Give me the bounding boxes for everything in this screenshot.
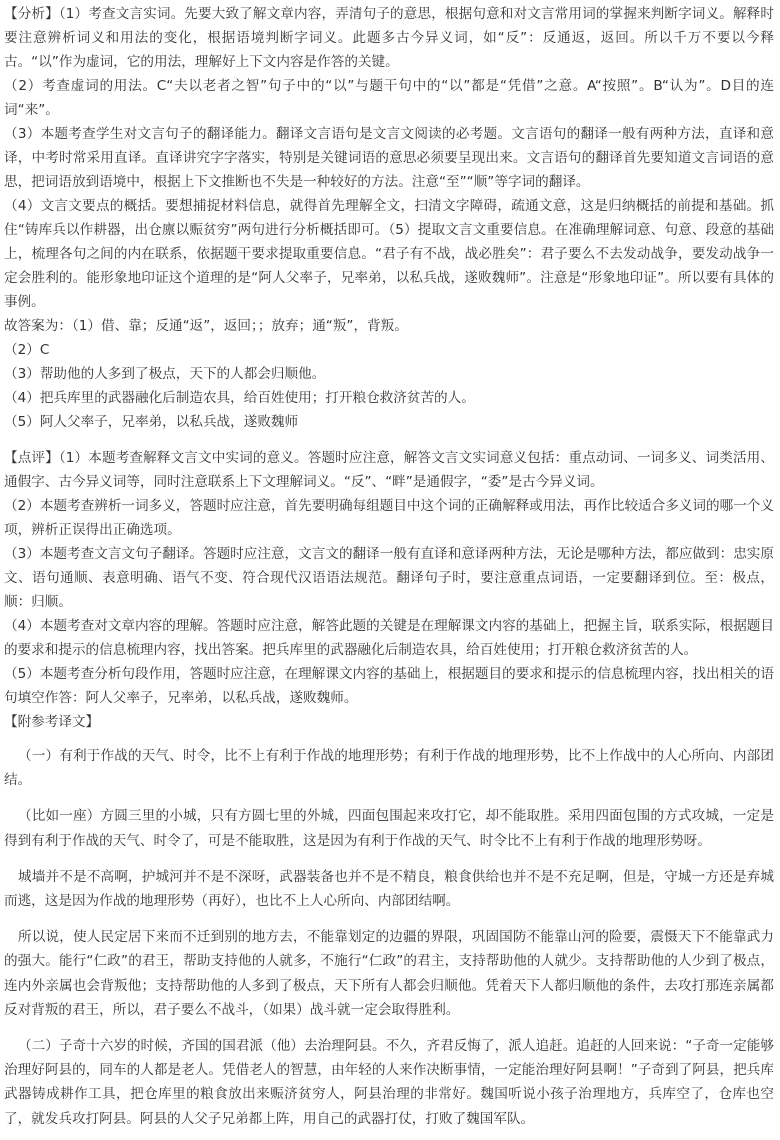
spacer [4, 734, 774, 744]
comment-paragraph: （3）本题考查文言文句子翻译。答题时应注意，文言文的翻译一般有直译和意译两种方法，无论是哪种方法，都应做到：忠实原文、语句通顺、表意明确、语气不变、符合现代汉语语法规范。翻译句子时，要注意重点词语，一定要翻译到位。至：极点，顺：归顺。 [4, 546, 774, 610]
translation-paragraph: （一）有利于作战的天气、时令，比不上有利于作战的地理形势；有利于作战的地理形势，比不上作战中的人心所向、内部团结。 [4, 748, 774, 789]
comment-paragraph: （2）本题考查辨析一词多义，答题时应注意，首先要明确每组题目中这个词的正确解释或用法，再作比较适合多义词的哪一个义项，辨析正误得出正确选项。 [4, 498, 774, 538]
comment-paragraph: （4）本题考查对文章内容的理解。答题时应注意，解答此题的关键是在理解课文内容的基础上，把握主旨，联系实际，根据题目的要求和提示的信息梳理内容，找出答案。把兵库里的武器融化后制造农具，给百姓使用；打开粮仓救济贫苦的人。 [4, 618, 774, 658]
answer-line: （2）C [4, 342, 50, 358]
translation-paragraph: （比如一座）方圆三里的小城，只有方圆七里的外城，四面包围起来攻打它，却不能取胜。采用四面包围的方式攻城，一定是得到有利于作战的天气、时令了，可是不能取胜，这是因为有利于作战的天气、时令比不上有利于作战的地理形势呀。 [4, 808, 774, 849]
translation-paragraph: （二）子奇十六岁的时候，齐国的国君派（他）去治理阿县。不久，齐君反悔了，派人追赶。追赶的人回来说：“子奇一定能够治理好阿县的，同车的人都是老人。凭借老人的智慧，由年轻的人来作决断事情，一定能治理好阿县啊！”子奇到了阿县，把兵库武器铸成耕作工具，把仓库里的粮食放出来赈济贫穷人，阿县治理的非常好。魏国听说小孩子治理地方，兵库空了，仓库也空了，就发兵攻打阿县。阿县的人父子兄弟都上阵，用自己的武器打仗，打败了魏国军队。 [4, 1038, 774, 1127]
answer-line: 故答案为：（1）借、靠；反通“返”，返回；；放弃；通“叛”，背叛。 [4, 318, 408, 334]
answer-line: （4）把兵库里的武器融化后制造农具，给百姓使用；打开粮仓救济贫苦的人。 [4, 390, 475, 406]
answers-section [4, 314, 774, 434]
translation-heading: 【附参考译文】 [4, 714, 100, 730]
translation-paragraph: 所以说，使人民定居下来而不迁到别的地方去，不能靠划定的边疆的界限，巩固国防不能靠山河的险要，震慑天下不能靠武力的强大。能行“仁政”的君王，帮助支持他的人就多，不施行“仁政”的君主，支持帮助他的人就少。支持帮助他的人少到了极点，连内外亲属也会背叛他；支持帮助他的人多到了极点，天下所有人都会归顺他。凭着天下人都归顺他的条件，去攻打那连亲属都反对背叛的君王，所以，君子要么不战斗，（如果）战斗就一定会取得胜利。 [4, 929, 774, 1018]
comments-section [4, 446, 774, 734]
translation-section [4, 744, 774, 1131]
analysis-paragraph: （2）考查虚词的用法。C“夫以老者之智”句子中的“以”与题干句中的“以”都是“凭借”之意。A“按照”。B“认为”。D目的连词“来”。 [4, 78, 774, 118]
answer-line: （5）阿人父率子，兄率弟，以私兵战，遂败魏师 [4, 414, 299, 430]
analysis-paragraph: 【分析】（1）考查文言实词。先要大致了解文章内容，弄清句子的意思，根据句意和对文言常用词的掌握来判断字词义。解释时要注意辨析词义和用法的变化，根据语境判断字词义。此题多古今异义词，如“反”：反通返，返回。所以千万不要以今释古。“以”作为虚词，它的用法，理解好上下文内容是作答的关键。 [4, 6, 774, 70]
spacer [4, 434, 774, 446]
translation-paragraph: 城墙并不是不高啊，护城河并不是不深呀，武器装备也并不是不精良，粮食供给也并不是不充足啊，但是，守城一方还是弃城而逃，这是因为作战的地理形势（再好），也比不上人心所向、内部团结啊。 [4, 868, 774, 910]
comment-paragraph: 【点评】（1）本题考查解释文言文中实词的意义。答题时应注意，解答文言文实词意义包括：重点动词、一词多义、词类活用、通假字、古今异义词等，同时注意联系上下文理解词义。“反”、“畔”是通假字，“委”是古今异义词。 [4, 450, 774, 490]
comment-paragraph: （5）本题考查分析句段作用，答题时应注意，在理解课文内容的基础上，根据题目的要求和提示的信息梳理内容，找出相关的语句填空作答：阿人父率子，兄率弟，以私兵战，遂败魏师。 [4, 666, 774, 706]
answer-line: （3）帮助他的人多到了极点，天下的人都会归顺他。 [4, 366, 326, 382]
analysis-paragraph: （4）文言文要点的概括。要想捕捉材料信息，就得首先理解全文，扫清文字障碍，疏通文意，这是归纳概括的前提和基础。抓住“铸库兵以作耕器，出仓廪以赈贫穷”两句进行分析概括即可。（5）提取文言文重要信息。在准确理解词意、句意、段意的基础上，梳理各句之间的内在联系，依据题干要求提取重要信息。“君子有不战，战必胜矣”：君子要么不去发动战争，要发动战争一定会胜利的。能形象地印证这个道理的是“阿人父率子，兄率弟，以私兵战，遂败魏师”。注意是“形象地印证”。所以要有具体的事例。 [4, 198, 774, 310]
analysis-paragraph: （3）本题考查学生对文言句子的翻译能力。翻译文言语句是文言文阅读的必考题。文言语句的翻译一般有两种方法，直译和意译，中考时常采用直译。直译讲究字字落实，特别是关键词语的意思必须要呈现出来。文言语句的翻译首先要知道文言词语的意思，把词语放到语境中，根据上下文推断也不失是一种较好的方法。注意“至”“顺”等字词的翻译。 [4, 126, 774, 190]
analysis-section [4, 2, 774, 314]
